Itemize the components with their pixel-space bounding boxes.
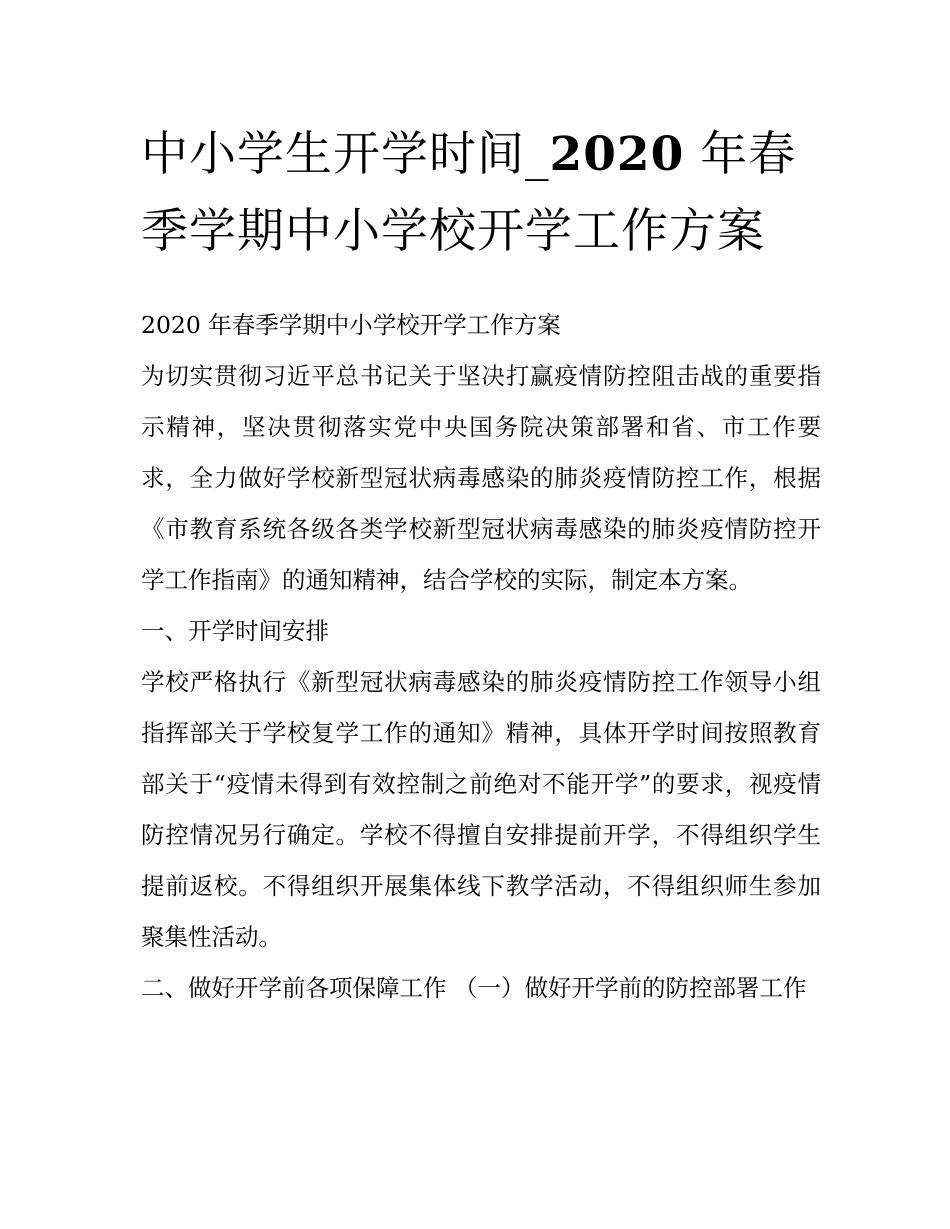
document-subtitle: 2020 年春季学期中小学校开学工作方案 xyxy=(141,311,561,339)
document-page xyxy=(141,116,821,1014)
section-heading-2: 二、做好开学前各项保障工作 （一）做好开学前的防控部署工作 xyxy=(141,974,807,1002)
title-year: 2020 xyxy=(549,127,685,182)
title-text-part1: 中小学生开学时间_ xyxy=(141,127,550,182)
section-heading-1: 一、开学时间安排 xyxy=(141,617,329,645)
paragraph-intro: 为切实贯彻习近平总书记关于坚决打赢疫情防控阻击战的重要指示精神，坚决贯彻落实党中央国务院决策部署和省、市工作要求，全力做好学校新型冠状病毒感染的肺炎疫情防控工作，根据《市教育系统各级各类学校新型冠状病毒感染的肺炎疫情防控开学工作指南》的通知精神，结合学校的实际，制定本方案。 xyxy=(141,362,821,594)
document-body xyxy=(141,300,821,1014)
paragraph-section-1: 学校严格执行《新型冠状病毒感染的肺炎疫情防控工作领导小组指挥部关于学校复学工作的通知》精神，具体开学时间按照教育部关于“疫情未得到有效控制之前绝对不能开学”的要求，视疫情防控情况另行确定。学校不得擅自安排提前开学，不得组织学生提前返校。不得组织开展集体线下教学活动，不得组织师生参加聚集性活动。 xyxy=(141,668,821,951)
document-title xyxy=(141,116,821,270)
title-text-part2: 年春季学期中小学校开学工作方案 xyxy=(141,127,797,259)
